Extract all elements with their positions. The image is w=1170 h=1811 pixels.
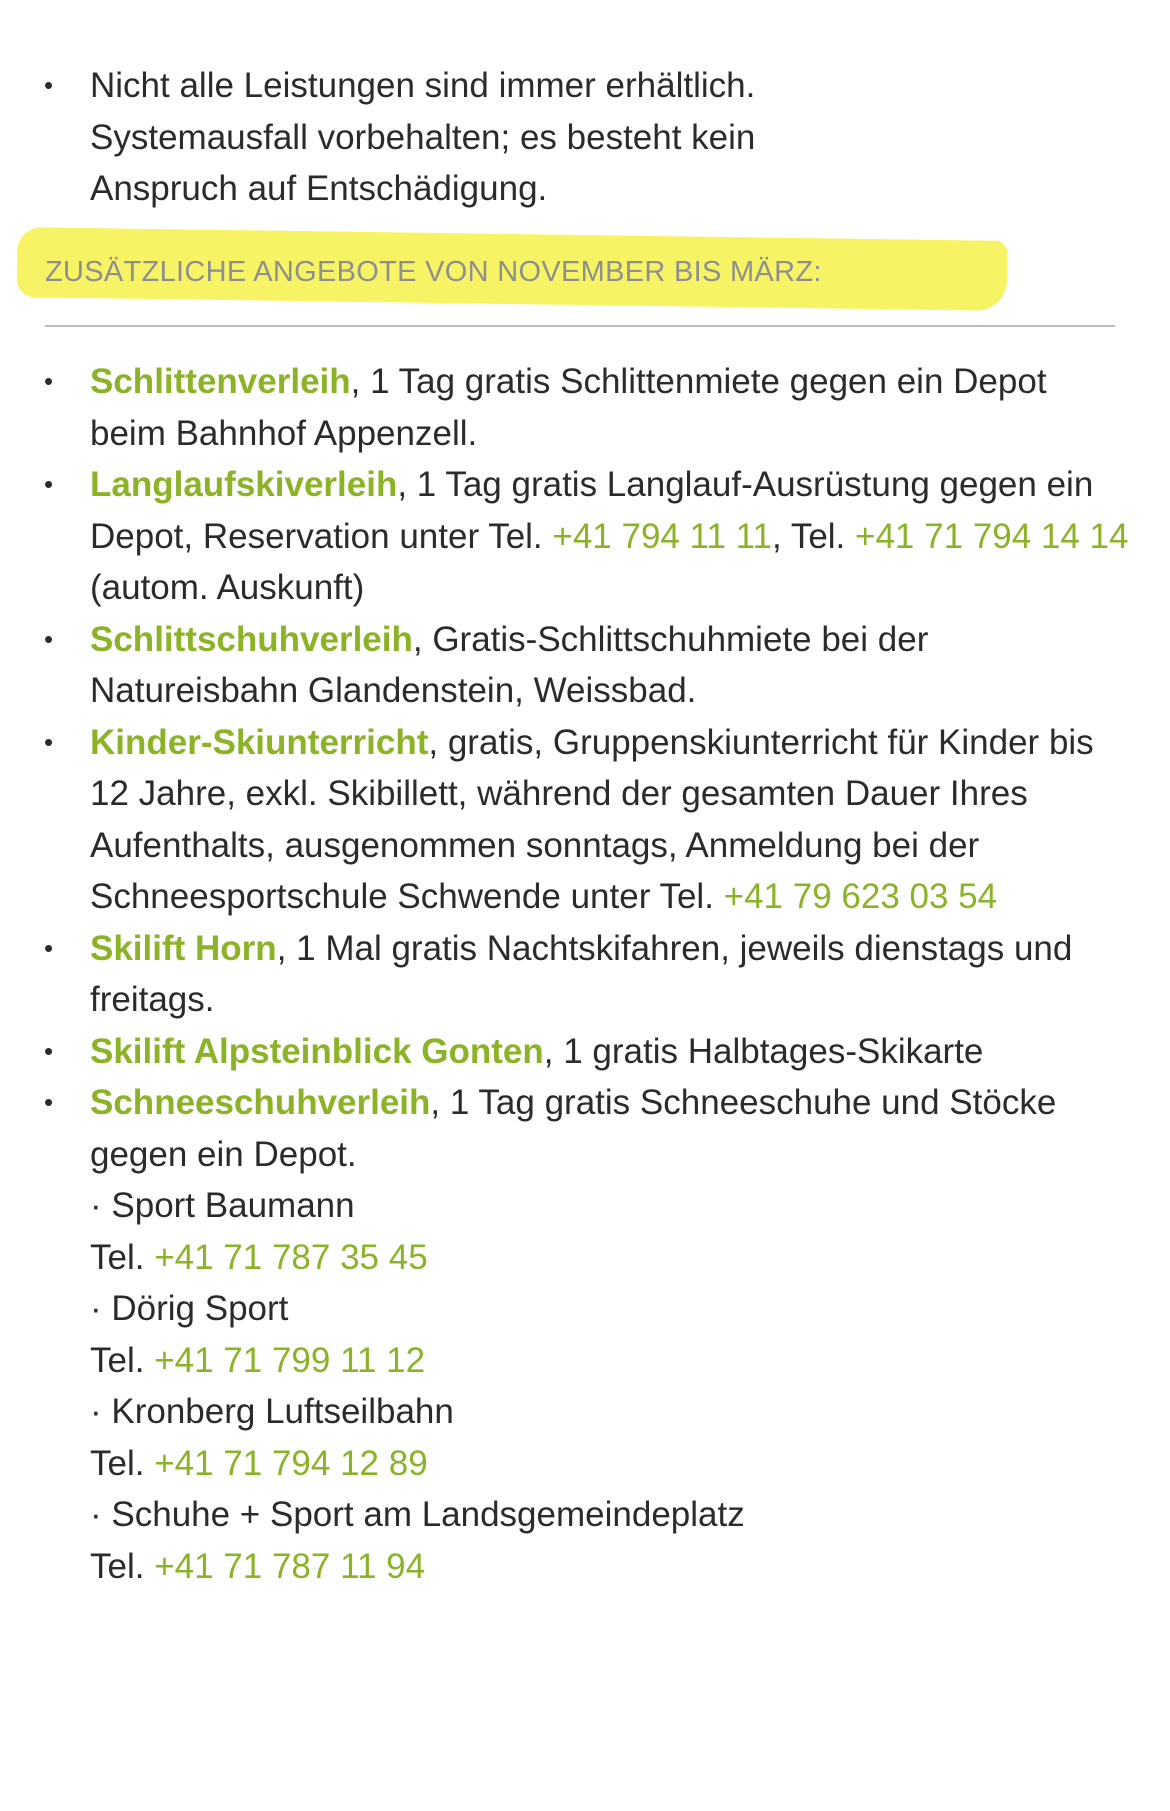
offer-text: , Tel. [772, 516, 856, 556]
offer-title: Schneeschuhverleih [90, 1083, 431, 1122]
intro-list [0, 60, 1170, 215]
phone-link[interactable]: +41 71 787 35 45 [154, 1237, 428, 1277]
intro-line-1: Nicht alle Leistungen sind immer erhältlich. [90, 66, 756, 105]
bullet: • [44, 726, 54, 757]
offer-text: , gratis, Gruppenskiunterricht für Kinder bis 12 Jahre, exkl. Skibillett, während der gesamten Dauer Ihres Aufenthalts, ausgenommen sonntags, Anmeldung bei der Schneesportschule Schwende unter Tel. [90, 722, 1094, 916]
phone-link[interactable]: +41 79 623 03 54 [723, 877, 998, 916]
bullet: • [44, 1087, 54, 1117]
bullet: • [44, 623, 54, 654]
offers-list [0, 356, 1170, 1592]
phone-link[interactable]: +41 71 799 11 12 [154, 1340, 426, 1380]
shop-phone-line [90, 1335, 1130, 1387]
bullet: • [44, 70, 54, 100]
offer-title: Kinder-Skiunterricht [90, 722, 429, 762]
offer-langlaufskiverleih [0, 459, 1170, 614]
tel-label: Tel. [90, 1546, 155, 1586]
offer-text: , 1 Tag gratis Schneeschuhe und Stöcke gegen ein Depot. [90, 1083, 1057, 1174]
tel-label: Tel. [90, 1237, 155, 1277]
phone-link[interactable]: +41 71 794 14 14 [855, 516, 1129, 556]
divider [45, 325, 1115, 327]
offer-schlittenverleih [0, 356, 1170, 459]
offer-title: Skilift Horn [90, 928, 277, 968]
shop-phone-line [90, 1232, 1130, 1284]
tel-label: Tel. [90, 1340, 155, 1380]
section-heading: ZUSÄTZLICHE ANGEBOTE VON NOVEMBER BIS MÄRZ: [45, 256, 822, 288]
tel-label: Tel. [90, 1443, 155, 1483]
bullet: • [44, 932, 54, 963]
offer-kinder-skiunterricht [0, 717, 1170, 923]
shop-name: · Dörig Sport [90, 1289, 289, 1328]
offer-schneeschuhverleih [0, 1077, 1170, 1592]
offer-title: Schlittschuhverleih [90, 619, 413, 659]
offer-text: , Gratis-Schlittschuhmiete bei der Natureisbahn Glandenstein, Weissbad. [90, 619, 929, 710]
phone-link[interactable]: +41 71 787 11 94 [154, 1546, 426, 1586]
offer-title: Langlaufskiverleih [90, 465, 398, 504]
offer-skilift-gonten [0, 1026, 1170, 1078]
list-item [0, 60, 1170, 215]
bullet: • [44, 469, 54, 499]
offer-title: Skilift Alpsteinblick Gonten [90, 1031, 544, 1071]
offer-text: , 1 Tag gratis Schlittenmiete gegen ein Depot beim Bahnhof Appenzell. [90, 362, 1047, 453]
phone-link[interactable]: +41 794 11 11 [552, 516, 772, 556]
shop-phone-line [90, 1438, 1130, 1490]
intro-line-3: Anspruch auf Entschädigung. [90, 169, 548, 208]
intro-line-2: Systemausfall vorbehalten; es besteht kein [90, 117, 756, 157]
bullet: • [44, 1035, 54, 1066]
bullet: • [44, 366, 54, 396]
shop-name: · Sport Baumann [90, 1186, 355, 1225]
offer-title: Schlittenverleih [90, 362, 351, 401]
offer-text: , 1 Mal gratis Nachtskifahren, jeweils dienstags und freitags. [90, 928, 1073, 1019]
offer-text: , 1 gratis Halbtages-Skikarte [543, 1031, 984, 1071]
shop-name: · Schuhe + Sport am Landsgemeindeplatz [90, 1495, 745, 1534]
offer-schlittschuhverleih [0, 614, 1170, 717]
offer-text: , 1 Tag gratis Langlauf-Ausrüstung gegen ein Depot, Reservation unter Tel. [90, 465, 1094, 556]
shop-name: · Kronberg Luftseilbahn [90, 1392, 454, 1431]
offer-text: (autom. Auskunft) [90, 568, 365, 607]
phone-link[interactable]: +41 71 794 12 89 [154, 1443, 428, 1483]
offer-skilift-horn [0, 923, 1170, 1026]
section-heading-wrap [45, 252, 1115, 292]
shop-phone-line [90, 1541, 1130, 1593]
